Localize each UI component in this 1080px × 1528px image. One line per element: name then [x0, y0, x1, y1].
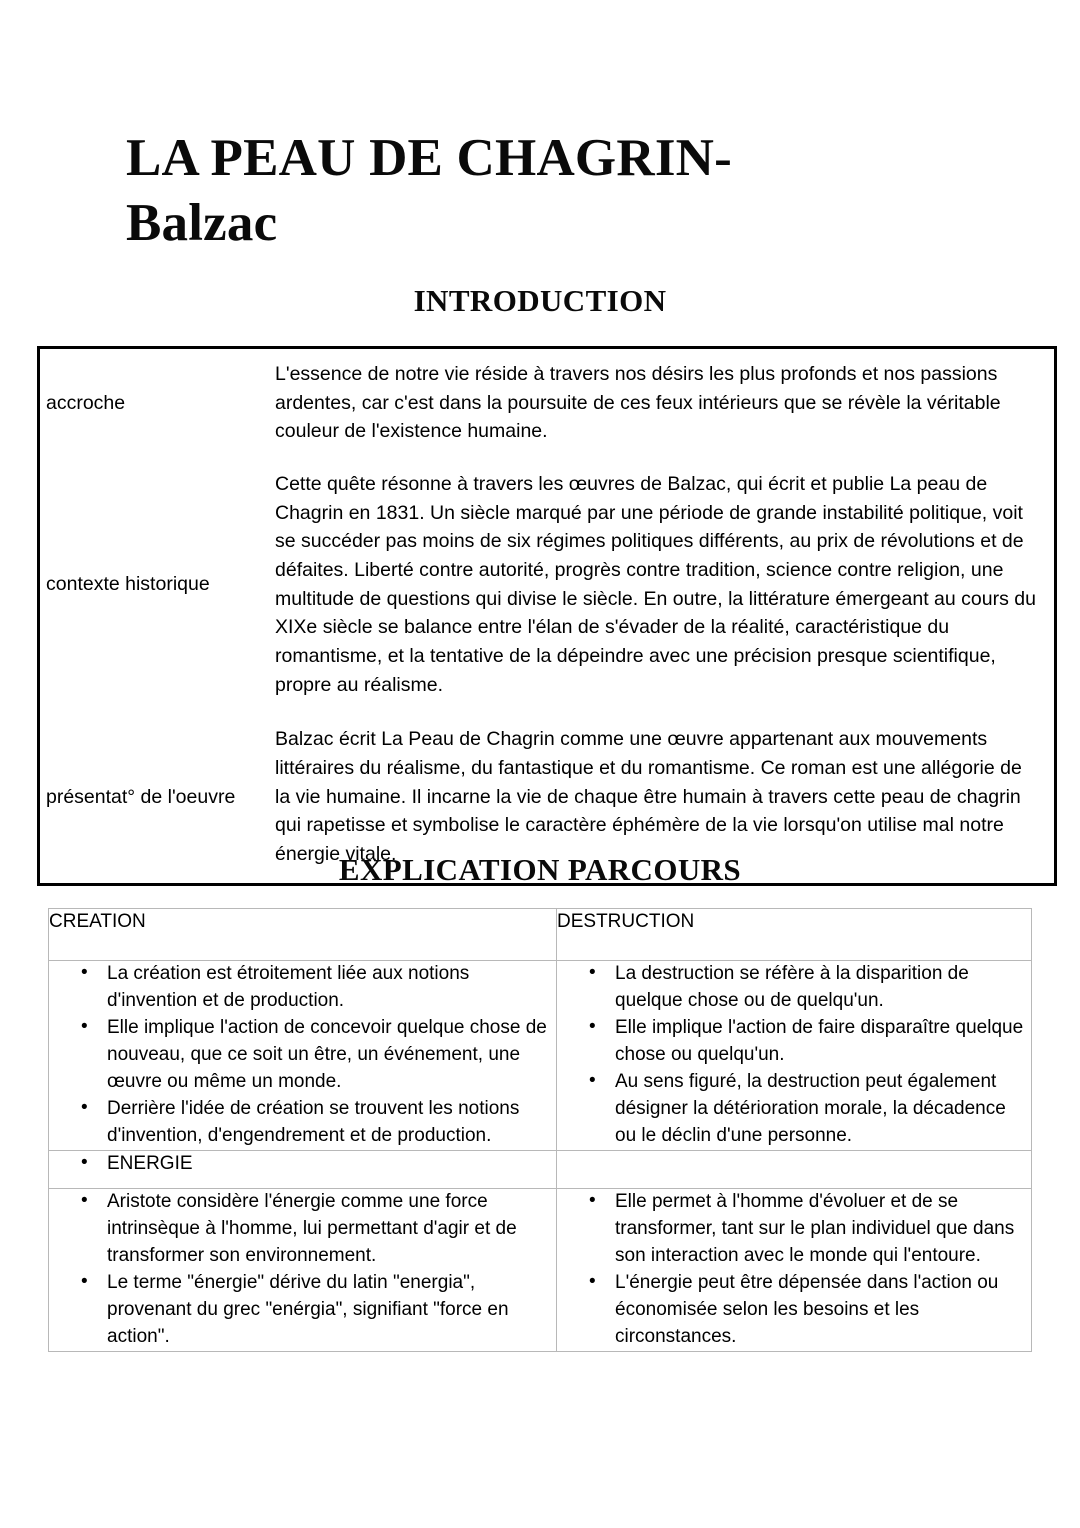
table-row: [49, 1188, 1032, 1351]
cell-energie-label-empty: [557, 1150, 1032, 1188]
table-row-headers: [49, 909, 1032, 961]
bullet-list: [557, 1189, 1031, 1351]
bullet-list: [49, 961, 556, 1150]
page-title-line-1: LA PEAU DE CHAGRIN-: [126, 129, 732, 187]
page-title: [126, 126, 986, 255]
row-label-contexte-historique: contexte historique: [46, 573, 210, 596]
parcours-table: [48, 908, 1032, 1352]
row-text-contexte-historique: Cette quête résonne à travers les œuvres de Balzac, qui écrit et publie La peau de Chagrin en 1831. Un siècle marqué par une période de grande instabilité politique, voit se succéder pas moins de six régimes politiques différents, au prix de révolutions et de défaites. Liberté contre autorité, progrès contre tradition, science contre religion, une multitude de questions qui divise le siècle. En outre, la littérature émergeant au cours du XIXe siècle se balance entre l'élan de s'évader de la réalité, caractéristique du romantisme, et la tentative de la dépeindre avec une précision presque scientifique, propre au réalisme.: [275, 472, 1036, 696]
bullet-list: [557, 961, 1031, 1150]
list-item: • Elle implique l'action de faire disparaître quelque chose ou quelqu'un.: [615, 1015, 1031, 1069]
row-label-presentation-oeuvre: présentat° de l'oeuvre: [46, 785, 236, 808]
list-item: • La destruction se réfère à la disparition de quelque chose ou de quelqu'un.: [615, 961, 1031, 1015]
section-heading-explication-parcours: EXPLICATION PARCOURS: [338, 852, 742, 887]
table-row: [49, 961, 1032, 1151]
list-item: • L'énergie peut être dépensée dans l'action ou économisée selon les besoins et les circonstances.: [615, 1270, 1031, 1351]
list-item: • Derrière l'idée de création se trouvent les notions d'invention, d'engendrement et de production.: [107, 1096, 556, 1150]
section-heading-introduction: INTRODUCTION: [413, 283, 667, 318]
list-item: • Elle permet à l'homme d'évoluer et de se transformer, tant sur le plan individuel que dans son interaction avec le monde qui l'entoure.: [615, 1189, 1031, 1270]
cell-energie-label: [49, 1150, 557, 1188]
cell-destruction-definitions: [557, 961, 1032, 1151]
list-item: • Elle implique l'action de concevoir quelque chose de nouveau, que ce soit un être, un événement, une œuvre ou même un monde.: [107, 1015, 556, 1096]
bullet-list: [49, 1151, 556, 1178]
row-text-presentation-oeuvre: Balzac écrit La Peau de Chagrin comme une œuvre appartenant aux mouvements littéraires du réalisme, du fantastique et du romantisme. Ce roman est une allégorie de la vie humaine. Il incarne la vie de chaque être humain à travers cette peau de chagrin qui rapetisse et symbolise le caractère éphémère de la vie lorsqu'on utilise mal notre énergie vitale.: [275, 728, 1022, 865]
table-row: [40, 456, 1054, 711]
cell-energie-effects: [557, 1188, 1032, 1351]
row-label-accroche: accroche: [46, 391, 126, 414]
column-header-creation: CREATION: [49, 909, 557, 961]
list-item: • ENERGIE: [107, 1151, 556, 1178]
bullet-list: [49, 1189, 556, 1351]
table-row-energie-label: [49, 1150, 1032, 1188]
page-title-line-2: Balzac: [126, 193, 278, 252]
column-header-destruction: DESTRUCTION: [557, 909, 1032, 961]
row-text-accroche: L'essence de notre vie réside à travers nos désirs les plus profonds et nos passions ardentes, car c'est dans la poursuite de ces feux intérieurs que se révèle la véritable couleur de l'existence humaine.: [275, 363, 1001, 443]
table-row: [40, 349, 1054, 456]
list-item: • Au sens figuré, la destruction peut également désigner la détérioration morale, la décadence ou le déclin d'une personne.: [615, 1069, 1031, 1150]
cell-creation-definitions: [49, 961, 557, 1151]
list-item: • La création est étroitement liée aux notions d'invention et de production.: [107, 961, 556, 1015]
list-item: • Le terme "énergie" dérive du latin "energia", provenant du grec "enérgia", signifiant "force en action".: [107, 1270, 556, 1351]
introduction-table: [37, 346, 1057, 886]
cell-energie-definitions: [49, 1188, 557, 1351]
list-item: • Aristote considère l'énergie comme une force intrinsèque à l'homme, lui permettant d'agir et de transformer son environnement.: [107, 1189, 556, 1270]
